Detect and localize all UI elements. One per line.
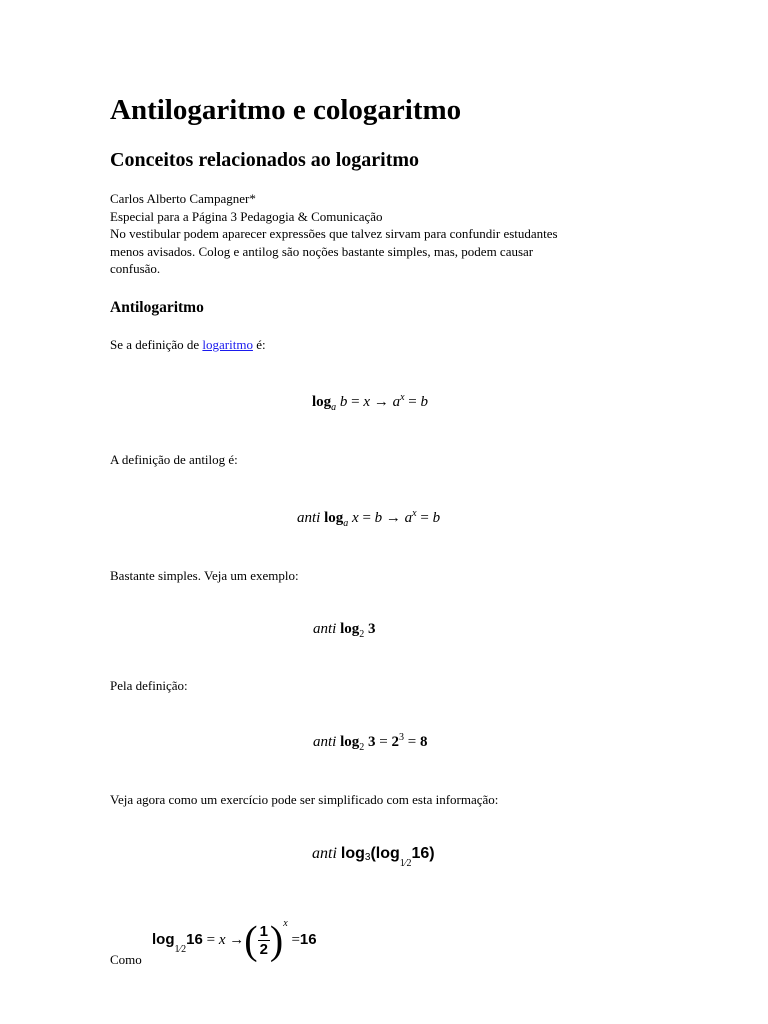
formula-x: x bbox=[352, 510, 359, 526]
paragraph-definition-log bbox=[110, 336, 266, 354]
formula-eq: = bbox=[407, 734, 417, 750]
formula-log: log bbox=[340, 621, 360, 637]
formula-eq: = bbox=[420, 510, 429, 526]
section-heading-antilogaritmo: Antilogaritmo bbox=[110, 299, 204, 316]
paragraph-example: Bastante simples. Veja um exemplo: bbox=[110, 568, 299, 583]
formula-eq: = bbox=[408, 394, 417, 410]
formula-base-two: 2 bbox=[359, 629, 365, 640]
formula-base-three: 3 bbox=[364, 852, 371, 863]
formula-arrow: → bbox=[373, 394, 389, 410]
formula-a: a bbox=[404, 510, 413, 526]
formula-exp-x: x bbox=[283, 918, 288, 929]
formula-a: a bbox=[392, 394, 401, 410]
paragraph-text: é: bbox=[252, 337, 266, 352]
paragraph-text: Se a definição de bbox=[110, 337, 203, 352]
intro-line-2: menos avisados. Colog e antilog são noções bastante simples, mas, podem causar bbox=[110, 243, 534, 259]
formula-base: a bbox=[331, 402, 337, 413]
formula-since: $\log_{1⁄2}16 = x$ →( $\frac{1}{2}$ )$^x$ =16 bbox=[152, 917, 317, 963]
formula-base-half: 1⁄2 bbox=[174, 944, 187, 955]
formula-log: log bbox=[312, 394, 332, 410]
formula-eight: 8 bbox=[419, 734, 428, 750]
paragraph-by-definition: Pela definição: bbox=[110, 678, 188, 693]
formula-base-half: 1⁄2 bbox=[399, 858, 412, 869]
formula-base-two: 2 bbox=[359, 742, 365, 753]
formula-sixteen: 16 bbox=[299, 931, 317, 948]
author-line: Carlos Alberto Campagner* bbox=[110, 191, 256, 206]
formula-example-result bbox=[313, 731, 427, 755]
formula-exp-x: x bbox=[412, 508, 417, 519]
formula-sixteen: 16 bbox=[411, 845, 430, 862]
formula-eq: = bbox=[351, 394, 360, 410]
paragraph-definition-antilog: A definição de antilog é: bbox=[110, 452, 238, 467]
formula-log: log bbox=[340, 734, 360, 750]
formula-b: b bbox=[339, 394, 348, 410]
formula-antilog-definition bbox=[297, 507, 440, 531]
formula-three: 3 bbox=[368, 734, 376, 750]
paragraph-exercise: Veja agora como um exercício pode ser simplificado com esta informação: bbox=[110, 792, 499, 807]
formula-arrow: → bbox=[385, 510, 401, 526]
page-title: Antilogaritmo e cologaritmo bbox=[110, 94, 462, 126]
formula-example bbox=[313, 618, 376, 642]
formula-log: log bbox=[324, 510, 344, 526]
formula-b: b bbox=[374, 510, 383, 526]
intro-line-3: confusão. bbox=[110, 261, 161, 277]
formula-eq: = bbox=[379, 734, 388, 750]
byline: Especial para a Página 3 Pedagogia & Comunicação bbox=[110, 208, 383, 224]
formula-log: log bbox=[340, 845, 365, 862]
formula-two: 2 bbox=[391, 734, 399, 750]
fraction-denominator: 2 bbox=[259, 941, 268, 959]
formula-sixteen: 16 bbox=[186, 931, 203, 948]
formula-b: b bbox=[432, 510, 441, 526]
formula-eq: = bbox=[206, 932, 216, 948]
formula-exercise: anti $\log 3(\log_{1⁄2}16)$ bbox=[312, 845, 435, 869]
formula-exp-three: 3 bbox=[398, 732, 404, 743]
fraction-numerator: 1 bbox=[259, 923, 268, 941]
formula-base: a bbox=[343, 518, 349, 529]
formula-anti: anti bbox=[312, 845, 337, 862]
intro-line-1: No vestibular podem aparecer expressões que talvez sirvam para confundir estudantes bbox=[110, 226, 558, 242]
formula-eq: = bbox=[291, 932, 300, 948]
formula-log-definition bbox=[312, 391, 428, 415]
formula-log: log bbox=[375, 845, 400, 862]
formula-x: x bbox=[218, 932, 226, 948]
page-subtitle: Conceitos relacionados ao logaritmo bbox=[110, 149, 420, 171]
formula-anti: anti bbox=[313, 734, 337, 750]
formula-log: log bbox=[152, 931, 175, 948]
formula-anti: anti bbox=[297, 510, 321, 526]
formula-x: x bbox=[363, 394, 371, 410]
formula-three: 3 bbox=[368, 621, 376, 637]
paragraph-since: Como bbox=[110, 952, 142, 967]
intro-block bbox=[110, 190, 670, 278]
formula-eq: = bbox=[362, 510, 371, 526]
formula-arrow: → bbox=[229, 932, 245, 948]
logaritmo-link[interactable]: logaritmo bbox=[202, 337, 253, 352]
formula-fraction bbox=[258, 923, 270, 958]
formula-b: b bbox=[420, 394, 428, 410]
formula-exp-x: x bbox=[400, 392, 405, 403]
formula-anti: anti bbox=[313, 621, 337, 637]
